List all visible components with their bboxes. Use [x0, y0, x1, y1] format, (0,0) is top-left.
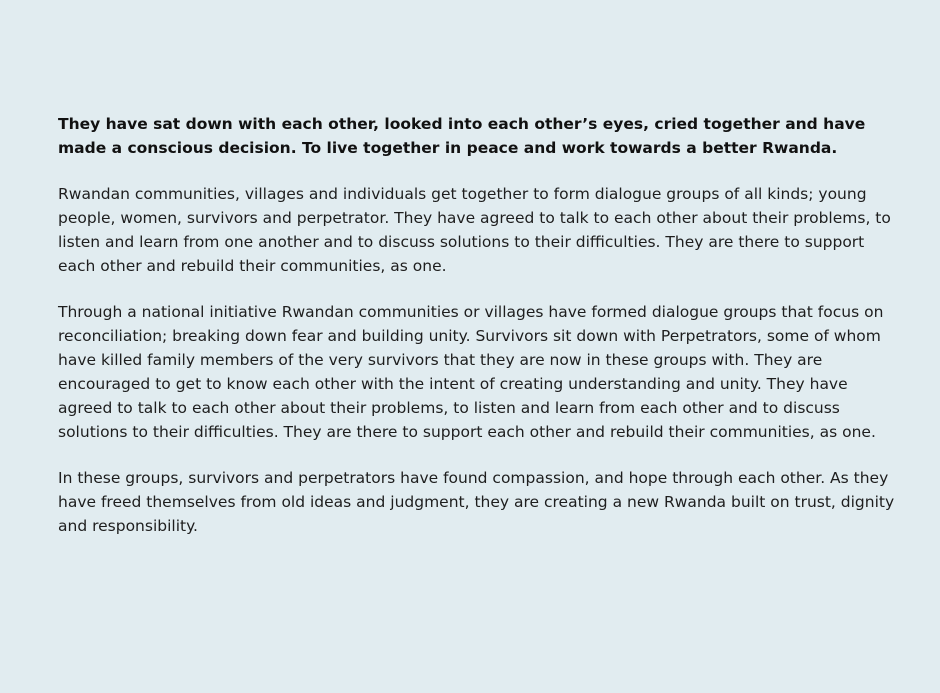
- body-paragraph-3: In these groups, survivors and perpetrators have found compassion, and hope through each other. As they have freed themselves from old ideas and judgment, they are creating a new Rwanda built on trust, dignity and responsibility.: [58, 469, 895, 535]
- lead-paragraph: They have sat down with each other, looked into each other’s eyes, cried together and have made a conscious decision. To live together in peace and work towards a better Rwanda.: [58, 115, 866, 157]
- body-paragraph-1: Rwandan communities, villages and individuals get together to form dialogue groups of all kinds; young people, women, survivors and perpetrator. They have agreed to talk to each other about their problems, to listen and learn from one another and to discuss solutions to their difficulties. They are there to support each other and rebuild their communities, as one.: [58, 185, 891, 275]
- article-body: [58, 112, 898, 560]
- body-paragraph-2: Through a national initiative Rwandan communities or villages have formed dialogue groups that focus on reconciliation; breaking down fear and building unity. Survivors sit down with Perpetrators, some of whom have killed family members of the very survivors that they are now in these groups with. They are encouraged to get to know each other with the intent of creating understanding and unity. They have agreed to talk to each other about their problems, to listen and learn from each other and to discuss solutions to their difficulties. They are there to support each other and rebuild their communities, as one.: [58, 303, 884, 441]
